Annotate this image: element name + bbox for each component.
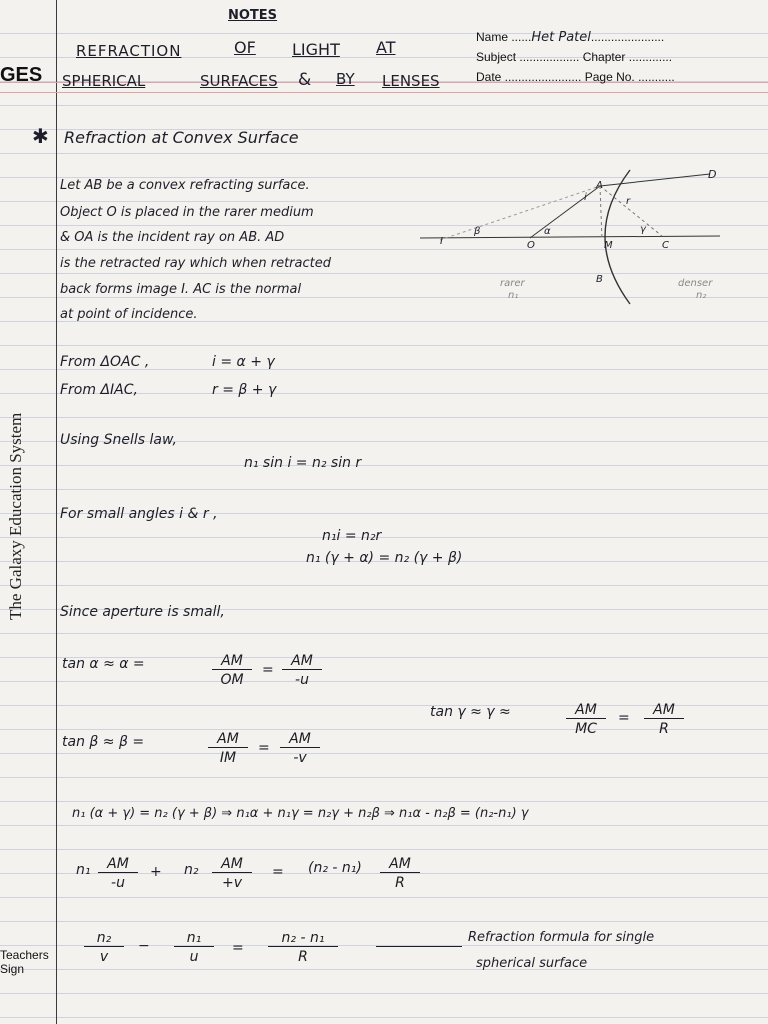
denominator: OM — [220, 672, 244, 688]
numerator: AM — [212, 653, 252, 670]
equals-sign: = — [232, 940, 244, 956]
intro-line: Let AB be a convex refracting surface. — [60, 178, 310, 193]
vertical-brand-text: The Galaxy Education System — [6, 412, 25, 620]
label-denser: denser — [678, 278, 713, 289]
plus-sign: + — [150, 864, 162, 880]
principal-axis — [420, 236, 720, 238]
name-field — [476, 30, 664, 45]
triangle-oac-eq: i = α + γ — [212, 354, 275, 370]
intro-line: & OA is the incident ray on AB. AD — [60, 230, 285, 245]
snell-equation: n₁ sin i = n₂ sin r — [244, 455, 362, 471]
equals-sign: = — [262, 662, 274, 678]
minus-sign: − — [138, 938, 150, 954]
section-heading: Refraction at Convex Surface — [64, 128, 299, 147]
numerator: AM — [282, 653, 322, 670]
page-number-label: Page No. ........... — [584, 70, 675, 84]
tan-alpha-lead: tan α ≈ α = — [62, 656, 145, 672]
title-word: & — [298, 70, 312, 90]
numerator: AM — [208, 731, 248, 748]
title-word: LENSES — [382, 72, 440, 90]
notes-title: NOTES — [228, 8, 278, 23]
name-trail: ...................... — [590, 30, 665, 44]
label-a: A — [596, 180, 603, 191]
title-word: SURFACES — [200, 72, 278, 90]
label-o: O — [527, 240, 535, 251]
fraction-am-minus-u — [282, 653, 322, 688]
numerator: AM — [380, 856, 420, 873]
denominator: R — [298, 949, 308, 965]
sign-label: Sign — [0, 962, 25, 976]
subject-field — [476, 50, 672, 64]
teachers-label: Teachers — [0, 948, 49, 962]
chapter-label: Chapter ............. — [582, 50, 673, 64]
label-gamma: γ — [640, 224, 646, 235]
title-word: AT — [376, 38, 396, 57]
fraction-n2-minus-n1-over-r — [268, 930, 338, 965]
title-word: BY — [336, 70, 355, 88]
fraction-am-plus-v — [212, 856, 252, 891]
equals-sign: = — [618, 710, 630, 726]
small-angle-lead: For small angles i & r , — [60, 506, 218, 522]
denominator: v — [99, 949, 109, 965]
label-image-i: I — [440, 236, 443, 247]
denominator: -v — [293, 750, 307, 766]
triangle-iac-lead: From ΔIAC, — [60, 382, 138, 398]
label-alpha: α — [544, 226, 551, 237]
numerator: AM — [644, 702, 684, 719]
term-n1: n₁ — [76, 862, 91, 878]
equals-sign: = — [272, 864, 284, 880]
tan-gamma-lead: tan γ ≈ γ ≈ — [430, 704, 511, 720]
ray-extension — [440, 186, 600, 240]
fraction-am-mc — [566, 702, 606, 737]
equals-sign: = — [258, 740, 270, 756]
snell-lead: Using Snells law, — [60, 432, 178, 448]
label-beta: β — [474, 226, 481, 237]
title-word: SPHERICAL — [62, 72, 146, 90]
numerator: n₁ — [174, 930, 214, 947]
subject-label: Subject .................. — [476, 50, 580, 64]
fraction-am-r — [644, 702, 684, 737]
denominator: MC — [575, 721, 597, 737]
intro-line: at point of incidence. — [60, 307, 198, 322]
fraction-am-r — [380, 856, 420, 891]
date-label: Date ....................... — [476, 70, 582, 84]
date-field — [476, 70, 675, 84]
label-n2: n₂ — [696, 290, 707, 301]
label-i: i — [584, 192, 587, 203]
bullet-star: ✱ — [32, 124, 49, 148]
label-d: D — [708, 168, 717, 181]
pointer-line — [376, 946, 462, 947]
tan-beta-lead: tan β ≈ β = — [62, 734, 145, 750]
title-word: LIGHT — [292, 40, 340, 59]
fraction-n2-v — [84, 930, 124, 965]
triangle-iac-eq: r = β + γ — [212, 382, 277, 398]
label-b: B — [596, 274, 603, 285]
numerator: n₂ - n₁ — [268, 930, 338, 947]
term-n2-minus-n1: (n₂ - n₁) — [308, 860, 362, 876]
title-word: OF — [234, 38, 256, 57]
title-word: REFRACTION — [76, 42, 182, 60]
label-m: M — [604, 240, 613, 251]
triangle-oac-lead: From ΔOAC , — [60, 354, 150, 370]
fraction-am-minus-v — [280, 731, 320, 766]
header-rule-2 — [0, 92, 768, 93]
formula-note: spherical surface — [476, 956, 588, 971]
denominator: R — [659, 721, 669, 737]
label-c: C — [662, 240, 669, 251]
perpendicular-am — [600, 186, 602, 240]
intro-line: is the retracted ray which when retracted — [60, 256, 331, 271]
denominator: R — [395, 875, 405, 891]
name-value: Het Patel — [531, 30, 591, 45]
denominator: -u — [295, 672, 309, 688]
aperture-line: Since aperture is small, — [60, 604, 225, 620]
label-r: r — [626, 196, 631, 207]
fraction-am-minus-u — [98, 856, 138, 891]
incident-ray — [530, 186, 600, 238]
numerator: AM — [566, 702, 606, 719]
margin-line — [56, 0, 57, 1024]
numerator: AM — [212, 856, 252, 873]
label-rarer: rarer — [500, 278, 525, 289]
refracted-ray — [600, 174, 710, 186]
denominator: IM — [219, 750, 237, 766]
small-angle-eq2: n₁ (γ + α) = n₂ (γ + β) — [306, 550, 463, 566]
intro-line: Object O is placed in the rarer medium — [60, 205, 314, 220]
denominator: -u — [111, 875, 125, 891]
small-angle-eq1: n₁i = n₂r — [322, 528, 382, 544]
fraction-am-im — [208, 731, 248, 766]
numerator: AM — [98, 856, 138, 873]
fraction-am-om — [212, 653, 252, 688]
numerator: n₂ — [84, 930, 124, 947]
denominator: +v — [221, 875, 242, 891]
brand-logo: GES — [0, 64, 43, 86]
term-n2: n₂ — [184, 862, 199, 878]
name-label: Name ...... — [476, 30, 532, 44]
fraction-n1-u — [174, 930, 214, 965]
derivation-equation: n₁ (α + γ) = n₂ (γ + β) ⇒ n₁α + n₁γ = n₂γ + n₂β ⇒ n₁α - n₂β = (n₂-n₁) γ — [72, 806, 529, 821]
numerator: AM — [280, 731, 320, 748]
intro-line: back forms image I. AC is the normal — [60, 282, 302, 297]
denominator: u — [189, 949, 199, 965]
formula-note: Refraction formula for single — [468, 930, 655, 945]
label-n1: n₁ — [508, 290, 519, 301]
